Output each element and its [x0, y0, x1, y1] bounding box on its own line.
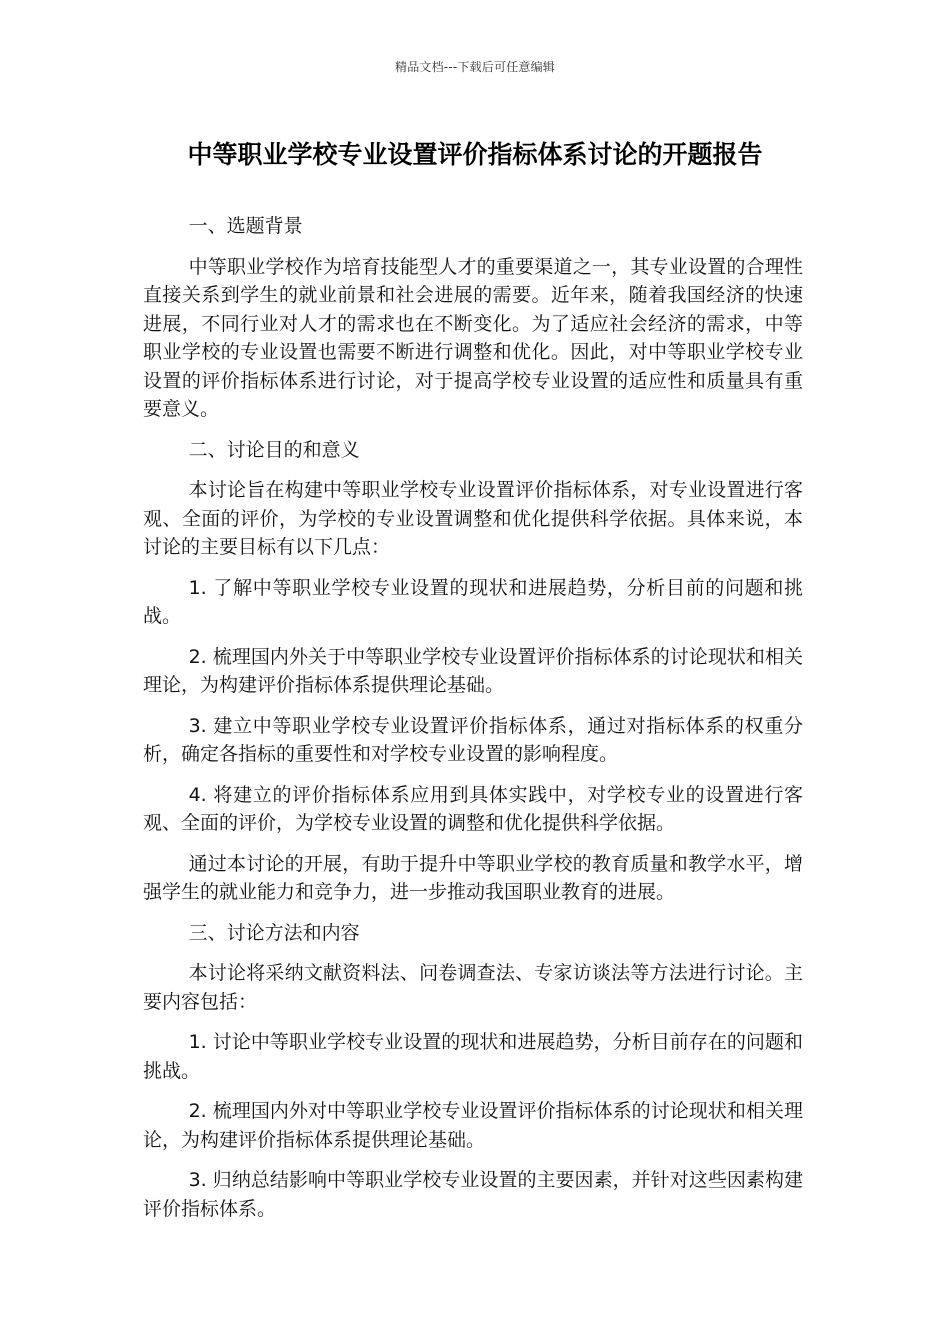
list-item-content-3: 3. 归纳总结影响中等职业学校专业设置的主要因素，并针对这些因素构建评价指标体系。 — [143, 1169, 803, 1220]
paragraph-significance: 通过本讨论的开展，有助于提升中等职业学校的教育质量和教学水平，增强学生的就业能力和竞争力，进一步推动我国职业教育的进展。 — [143, 852, 803, 903]
list-item-content-1: 1. 讨论中等职业学校专业设置的现状和进展趋势，分析目前存在的问题和挑战。 — [143, 1031, 803, 1082]
list-item-goal-4: 4. 将建立的评价指标体系应用到具体实践中，对学校专业的设置进行客观、全面的评价，为学校专业设置的调整和优化提供科学依据。 — [143, 783, 803, 834]
section-heading-methods: 三、讨论方法和内容 — [188, 921, 360, 944]
list-item-content-2: 2. 梳理国内外对中等职业学校专业设置评价指标体系的讨论现状和相关理论，为构建评价指标体系提供理论基础。 — [143, 1100, 803, 1151]
paragraph-background: 中等职业学校作为培育技能型人才的重要渠道之一，其专业设置的合理性直接关系到学生的就业前景和社会进展的需要。近年来，随着我国经济的快速进展，不同行业对人才的需求也在不断变化。为了适应社会经济的需求，中等职业学校的专业设置也需要不断进行调整和优化。因此，对中等职业学校专业设置的评价指标体系进行讨论，对于提高学校专业设置的适应性和质量具有重要意义。 — [143, 255, 803, 420]
document-body — [143, 212, 803, 1235]
paragraph-methods-intro: 本讨论将采纳文献资料法、问卷调查法、专家访谈法等方法进行讨论。主要内容包括： — [143, 962, 803, 1013]
paragraph-purpose-intro: 本讨论旨在构建中等职业学校专业设置评价指标体系，对专业设置进行客观、全面的评价，为学校的专业设置调整和优化提供科学依据。具体来说，本讨论的主要目标有以下几点： — [143, 479, 803, 558]
document-title: 中等职业学校专业设置评价指标体系讨论的开题报告 — [187, 140, 763, 169]
list-item-goal-2: 2. 梳理国内外关于中等职业学校专业设置评价指标体系的讨论现状和相关理论，为构建评价指标体系提供理论基础。 — [143, 645, 803, 696]
header-note: 精品文档---下载后可任意编辑 — [395, 60, 555, 74]
section-heading-purpose: 二、讨论目的和意义 — [188, 438, 360, 461]
section-heading-background: 一、选题背景 — [188, 215, 303, 237]
list-item-goal-3: 3. 建立中等职业学校专业设置评价指标体系，通过对指标体系的权重分析，确定各指标的重要性和对学校专业设置的影响程度。 — [143, 714, 803, 765]
list-item-goal-1: 1. 了解中等职业学校专业设置的现状和进展趋势，分析目前的问题和挑战。 — [143, 576, 803, 627]
